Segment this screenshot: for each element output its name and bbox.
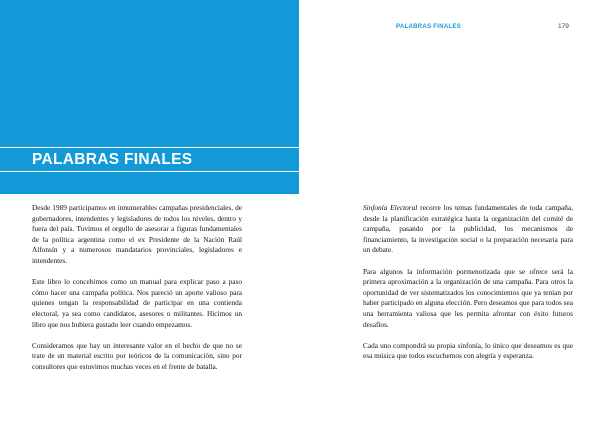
right-paragraph-3: Cada uno compondrá su propia sinfonía, lo único que deseamos es que esa música que todos escuchemos con alegría y esperanza. [363, 340, 573, 361]
right-page [300, 0, 600, 425]
running-head: PALABRAS FINALES [396, 24, 462, 30]
right-paragraph-1-text: recorre los temas fundamentales de toda campaña, desde la planificación estratégica hasta la organización del comité de campaña, pasando por la publicidad, los mecanismos de financiamiento, la investigación social o la preparación necesaria para un debate. [363, 203, 573, 255]
right-paragraph-2: Para algunos la información pormenorizada que se ofrece será la primera aproximación a la organización de una campaña. Para otros la oportunidad de ver sistematizados los conocimientos que ya tenían por haber participado en alguna elección. Pero deseamos que para todos sea una herramienta valiosa que les permita afrontar con éxito futuros desafíos. [363, 266, 573, 329]
left-body-text [32, 203, 242, 383]
title-rule-bottom [0, 171, 299, 172]
right-body-text [363, 203, 573, 373]
left-paragraph-1: Desde 1989 participamos en innumerables campañas presidenciales, de gobernadores, intendentes y legisladores de todos los niveles, dentro y fuera del país. Tuvimos el orgullo de asesorar a figuras fundamentales de la política argentina como el ex Presidente de la Nación Raúl Alfonsín y a numerosos mandatarios provinciales, legisladores e intendentes. [32, 203, 242, 265]
book-title-italic: Sinfonía Electoral [363, 203, 418, 212]
page-number: 179 [558, 23, 569, 30]
chapter-title-banner [0, 0, 299, 194]
left-paragraph-2: Este libro lo concebimos como un manual para explicar paso a paso cómo hacer una campaña política. Nos pareció un aporte valioso para quienes tengan la responsabilidad de participar en una contienda electoral, ya sea como candidatos, asesores o militantes. Hicimos un libro que nos hubiera gustado leer cuando empezamos. [32, 277, 242, 329]
left-paragraph-3: Consideramos que hay un interesante valor en el hecho de que no se trate de un material escrito por teóricos de la comunicación, sino por consultores que estuvimos muchas veces en el frente de batalla. [32, 340, 242, 371]
chapter-title: PALABRAS FINALES [32, 151, 193, 168]
title-rule-top [0, 147, 299, 148]
right-paragraph-1 [363, 203, 573, 256]
